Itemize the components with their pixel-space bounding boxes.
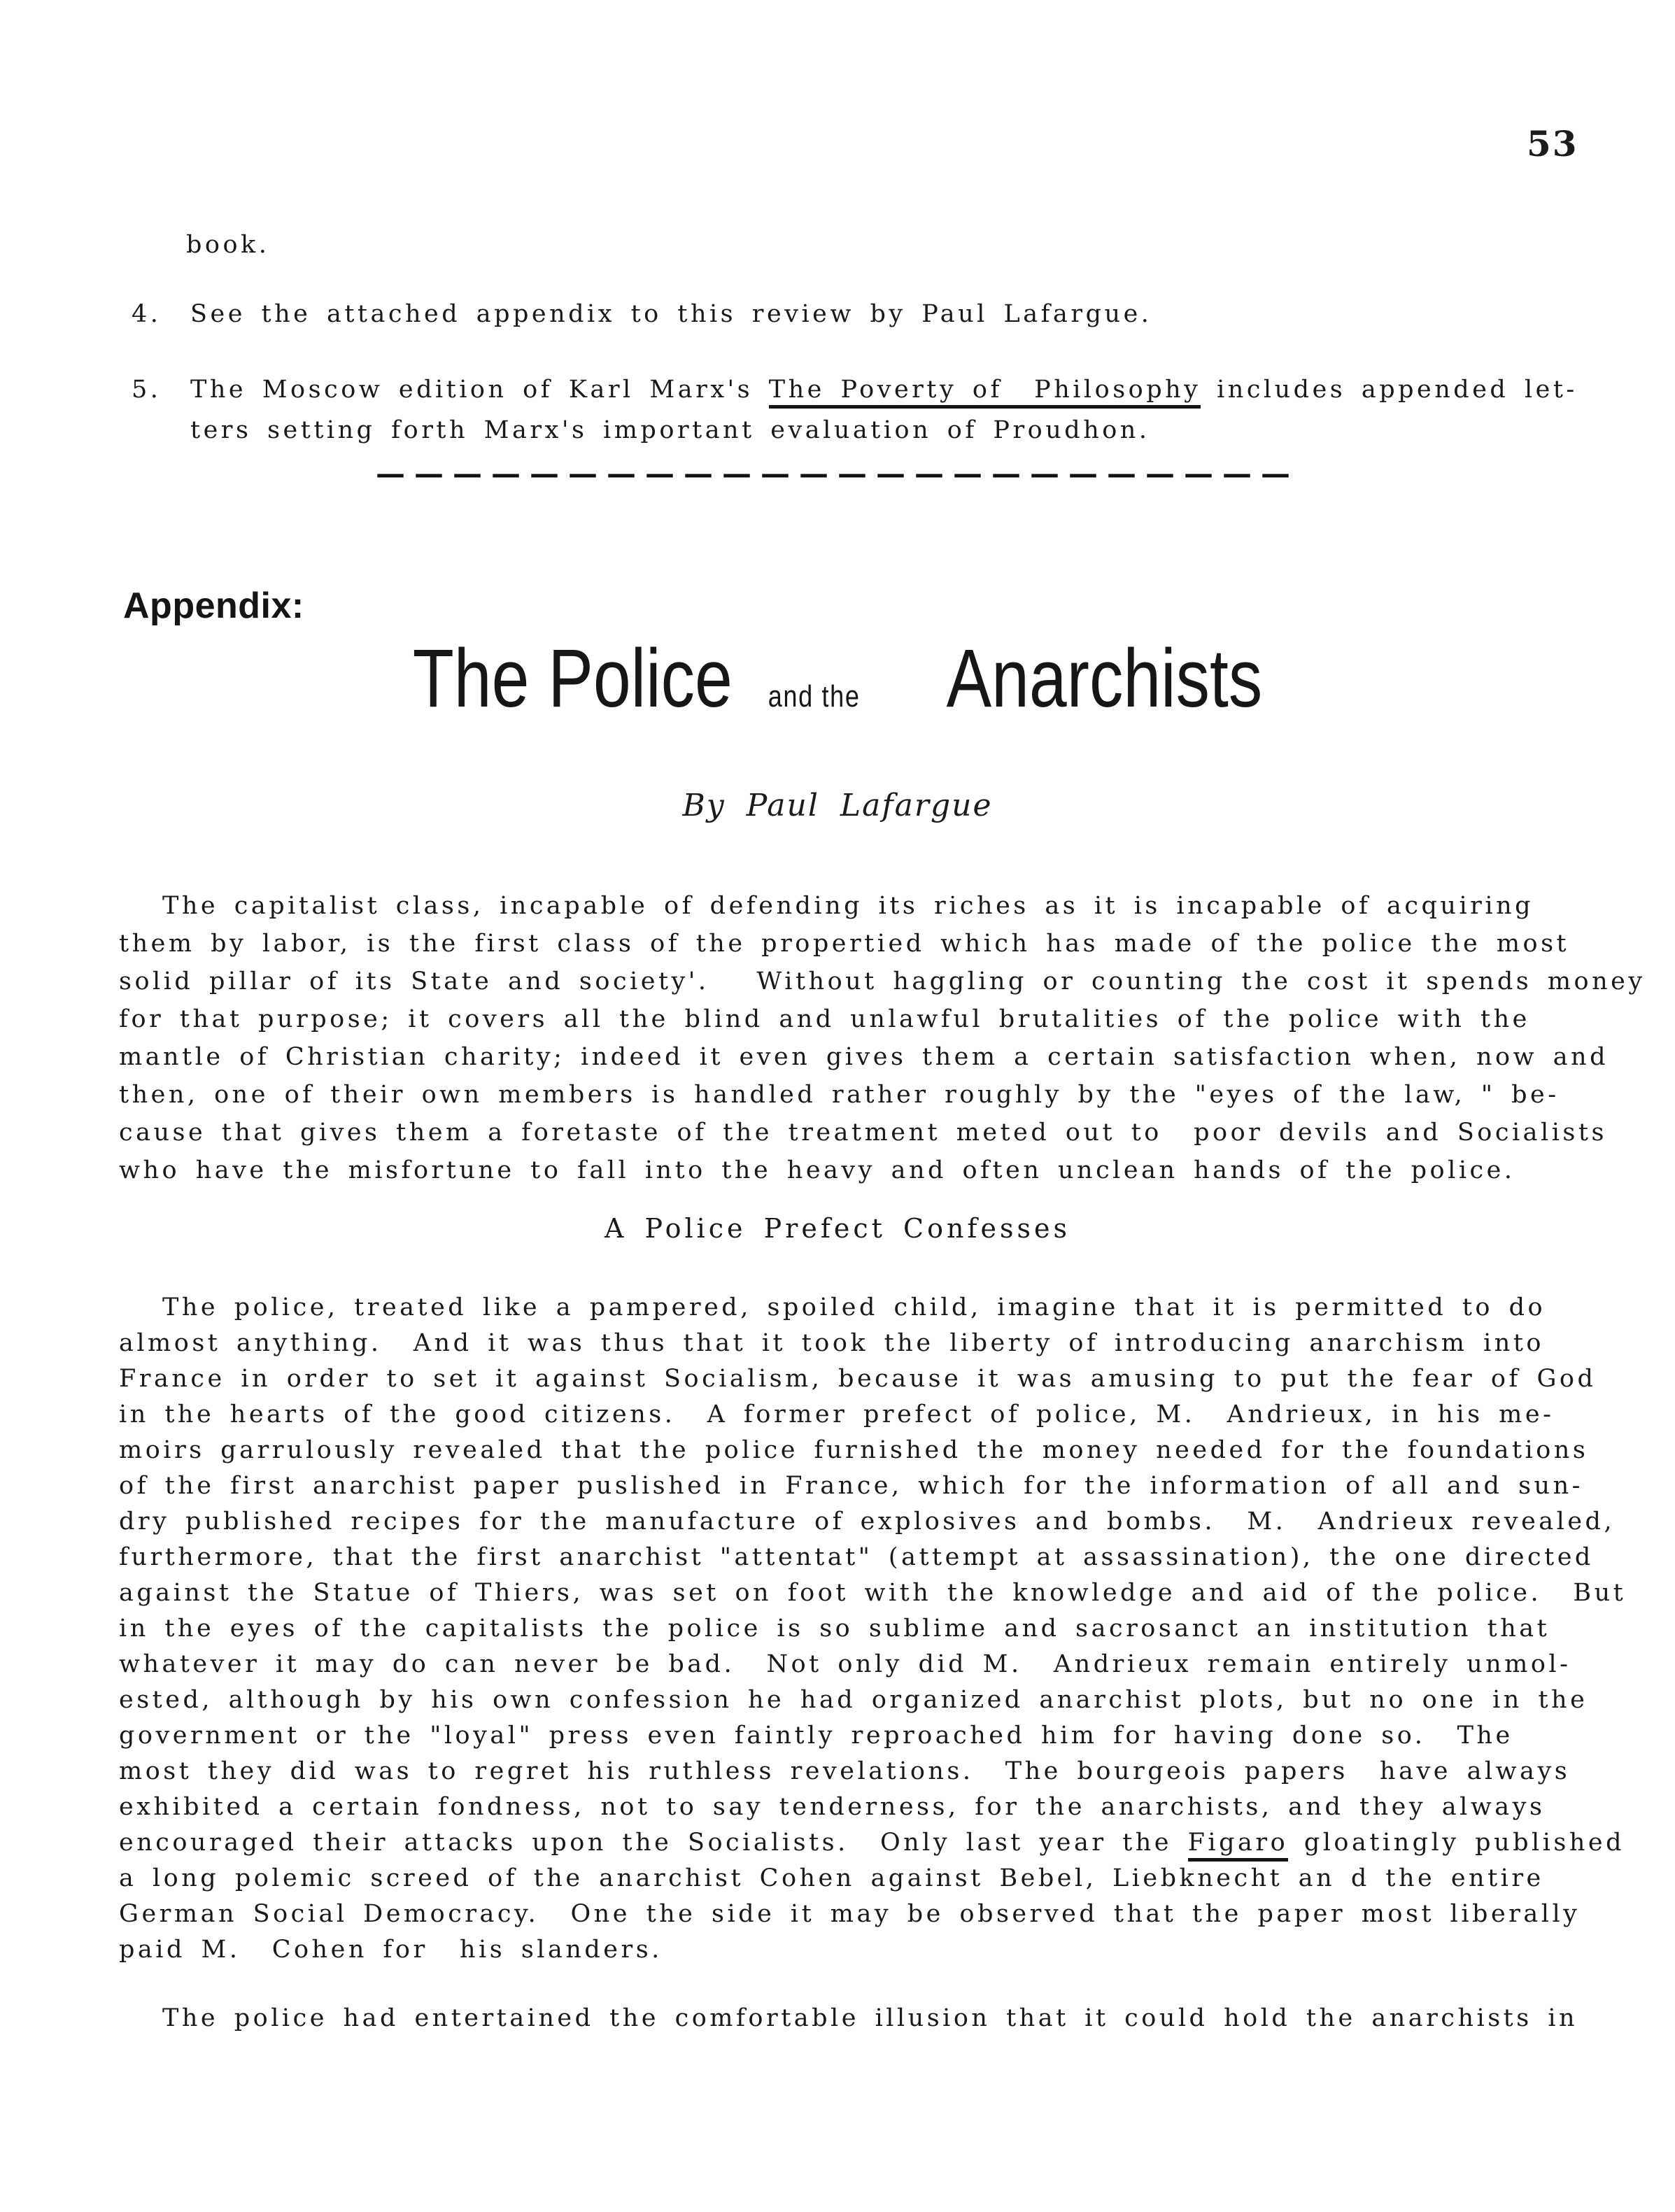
text-line: almost anything. And it was thus that it took the liberty of introducing anarchism into: [119, 1329, 1544, 1357]
text-line: furthermore, that the first anarchist "attentat" (attempt at assassination), the one directed: [119, 1543, 1594, 1571]
footnote-text: [190, 369, 1578, 451]
paragraph-3: [119, 1999, 1581, 2037]
text-line: France in order to set it against Socialism, because it was amusing to put the fear of God: [119, 1365, 1597, 1393]
underlined-text: Figaro: [1188, 1829, 1289, 1862]
footnote-text: [190, 294, 1152, 334]
text-line: German Social Democracy. One the side it may be observed that the paper most liberally: [119, 1900, 1581, 1928]
text-line: in the eyes of the capitalists the police is so sublime and sacrosanct an institution that: [119, 1615, 1550, 1643]
text-line: whatever it may do can never be bad. Not only did M. Andrieux remain entirely unmol-: [119, 1650, 1571, 1678]
text-line: ested, although by his own confession he had organized anarchist plots, but no one in the: [119, 1686, 1588, 1714]
text-line: them by labor, is the first class of the propertied which has made of the police the most: [119, 930, 1570, 958]
text-line: exhibited a certain fondness, not to say tenderness, for the anarchists, and they always: [119, 1793, 1546, 1821]
article-title: [150, 631, 1524, 726]
appendix-label: Appendix:: [123, 586, 304, 626]
text-line: The Moscow edition of Karl Marx's The Poverty of Philosophy includes appended let-: [190, 369, 1578, 410]
dashed-divider: ————————————————————————: [376, 456, 1299, 490]
title-tail: Anarchists: [946, 632, 1263, 725]
text-line: then, one of their own members is handled rather roughly by the "eyes of the law, " be-: [119, 1081, 1560, 1109]
text-line: The capitalist class, incapable of defending its riches as it is incapable of acquiring: [162, 892, 1534, 920]
section-heading: A Police Prefect Confesses: [605, 1213, 1070, 1244]
text-line: moirs garrulously revealed that the police furnished the money needed for the foundations: [119, 1436, 1589, 1464]
page-number: 53: [1527, 123, 1578, 164]
byline: By Paul Lafargue: [682, 788, 993, 823]
title-lead: The Police: [412, 632, 733, 725]
text-line: mantle of Christian charity; indeed it even gives them a certain satisfaction when, now and: [119, 1043, 1609, 1071]
text-line: government or the "loyal" press even faintly reproached him for having done so. The: [119, 1722, 1513, 1750]
text-line: See the attached appendix to this review by Paul Lafargue.: [190, 300, 1152, 328]
footnote-item-4: [132, 294, 1152, 334]
paragraph-2: [119, 1290, 1627, 1968]
text-line: The police had entertained the comfortable illusion that it could hold the anarchists in: [162, 2004, 1578, 2032]
paragraph-1: [119, 887, 1646, 1189]
text-line: cause that gives them a foretaste of the treatment meted out to poor devils and Socialists: [119, 1119, 1607, 1147]
text-line: of the first anarchist paper puslished in France, which for the information of all and sun-: [119, 1472, 1583, 1500]
text-line: The police, treated like a pampered, spoiled child, imagine that it is permitted to do: [162, 1293, 1546, 1321]
text-line: dry published recipes for the manufacture of explosives and bombs. M. Andrieux revealed,: [119, 1508, 1616, 1536]
text-line: ters setting forth Marx's important evaluation of Proudhon.: [190, 416, 1150, 444]
title-connector: and the: [768, 679, 861, 714]
text-line: encouraged their attacks upon the Socialists. Only last year the Figaro gloatingly published: [119, 1825, 1581, 1861]
text-line: in the hearts of the good citizens. A former prefect of police, M. Andrieux, in his me-: [119, 1401, 1555, 1428]
underlined-text: The Poverty of Philosophy: [769, 376, 1201, 409]
text-line: for that purpose; it covers all the blind and unlawful brutalities of the police with the: [119, 1005, 1530, 1033]
text-line: a long polemic screed of the anarchist Cohen against Bebel, Liebknecht an d the entire: [119, 1864, 1544, 1892]
footnote-number: 5.: [132, 376, 162, 404]
footnote-item-5: [132, 369, 1578, 451]
footnote-continuation: book.: [186, 231, 270, 259]
footnote-number: 4.: [132, 300, 162, 328]
text-line: against the Statue of Thiers, was set on foot with the knowledge and aid of the police. But: [119, 1579, 1627, 1607]
text-line: most they did was to regret his ruthless revelations. The bourgeois papers have always: [119, 1757, 1571, 1785]
text-line: solid pillar of its State and society'. Without haggling or counting the cost it spends money: [119, 967, 1646, 995]
text-line: who have the misfortune to fall into the heavy and often unclean hands of the police.: [119, 1156, 1515, 1184]
text-line: paid M. Cohen for his slanders.: [119, 1936, 663, 1964]
